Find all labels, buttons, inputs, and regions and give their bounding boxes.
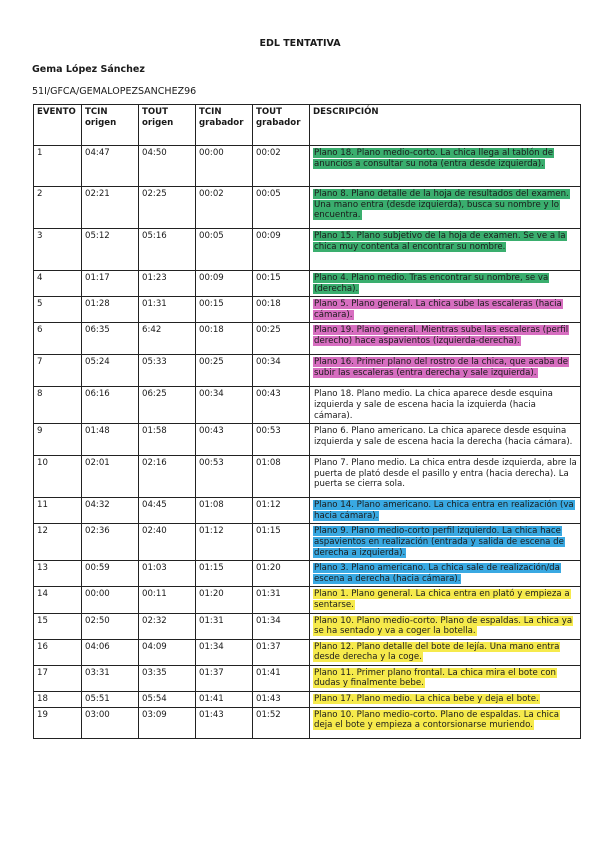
table-row — [34, 323, 581, 355]
evento-cell: 19 — [34, 707, 82, 738]
descripcion-cell — [310, 587, 581, 613]
tout-grabador-cell: 01:43 — [253, 692, 310, 708]
descripcion-text: Plano 10. Plano medio-corto. Plano de espaldas. La chica ya se ha sentado y va a coger la botella. — [314, 615, 573, 637]
header-tout-origen: TOUT origen — [139, 105, 196, 146]
document-title: EDL TENTATIVA — [259, 38, 341, 49]
tout-origen-cell: 06:25 — [139, 387, 196, 424]
tout-origen-cell: 03:09 — [139, 707, 196, 738]
tout-grabador-cell: 01:08 — [253, 456, 310, 498]
tcin-origen-cell: 06:35 — [82, 323, 139, 355]
tcin-origen-cell: 02:50 — [82, 613, 139, 639]
header-tcin-origen: TCIN origen — [82, 105, 139, 146]
tout-origen-cell: 01:23 — [139, 271, 196, 297]
tcin-grabador-cell: 01:12 — [196, 524, 253, 561]
descripcion-cell — [310, 613, 581, 639]
table-row — [34, 613, 581, 639]
descripcion-text: Plano 17. Plano medio. La chica bebe y deja el bote. — [314, 694, 539, 705]
descripcion-cell — [310, 692, 581, 708]
descripcion-cell — [310, 271, 581, 297]
descripcion-text: Plano 6. Plano americano. La chica aparece desde esquina izquierda y sale de escena hacia la derecha (hacia cámara). — [314, 426, 573, 447]
evento-cell: 1 — [34, 146, 82, 187]
tout-origen-cell: 05:16 — [139, 229, 196, 271]
evento-cell: 3 — [34, 229, 82, 271]
tout-origen-cell: 04:50 — [139, 146, 196, 187]
tcin-grabador-cell: 01:37 — [196, 665, 253, 691]
tcin-origen-cell: 05:51 — [82, 692, 139, 708]
tout-grabador-cell: 01:15 — [253, 524, 310, 561]
tcin-origen-cell: 01:28 — [82, 297, 139, 323]
table-row — [34, 587, 581, 613]
tcin-grabador-cell: 00:15 — [196, 297, 253, 323]
tout-grabador-cell: 01:12 — [253, 498, 310, 524]
descripcion-text: Plano 11. Primer plano frontal. La chica mira el bote con dudas y finalmente bebe. — [314, 667, 556, 689]
tout-origen-cell: 05:33 — [139, 355, 196, 387]
descripcion-cell — [310, 297, 581, 323]
tcin-origen-cell: 01:17 — [82, 271, 139, 297]
evento-cell: 15 — [34, 613, 82, 639]
header-evento: EVENTO — [34, 105, 82, 146]
table-row — [34, 424, 581, 456]
descripcion-text: Plano 12. Plano detalle del bote de lejía. Una mano entra desde derecha y la coge. — [314, 641, 560, 663]
tcin-grabador-cell: 01:08 — [196, 498, 253, 524]
tout-origen-cell: 00:11 — [139, 587, 196, 613]
tout-origen-cell: 04:45 — [139, 498, 196, 524]
table-row — [34, 297, 581, 323]
table-row — [34, 355, 581, 387]
tout-origen-cell: 02:16 — [139, 456, 196, 498]
tcin-origen-cell: 02:21 — [82, 187, 139, 229]
tcin-origen-cell: 00:00 — [82, 587, 139, 613]
descripcion-cell — [310, 424, 581, 456]
table-row — [34, 692, 581, 708]
tcin-origen-cell: 00:59 — [82, 561, 139, 587]
tout-grabador-cell: 00:09 — [253, 229, 310, 271]
evento-cell: 14 — [34, 587, 82, 613]
tcin-grabador-cell: 00:53 — [196, 456, 253, 498]
table-row — [34, 707, 581, 738]
evento-cell: 18 — [34, 692, 82, 708]
tout-origen-cell: 6:42 — [139, 323, 196, 355]
tcin-origen-cell: 03:31 — [82, 665, 139, 691]
tcin-grabador-cell: 00:02 — [196, 187, 253, 229]
tcin-grabador-cell: 01:41 — [196, 692, 253, 708]
tcin-origen-cell: 02:36 — [82, 524, 139, 561]
descripcion-text: Plano 14. Plano americano. La chica entra en realización (va hacia cámara). — [314, 500, 574, 521]
tout-grabador-cell: 01:34 — [253, 613, 310, 639]
table-row — [34, 229, 581, 271]
descripcion-cell — [310, 639, 581, 665]
tcin-origen-cell: 05:12 — [82, 229, 139, 271]
evento-cell: 10 — [34, 456, 82, 498]
evento-cell: 5 — [34, 297, 82, 323]
tout-grabador-cell: 01:41 — [253, 665, 310, 691]
descripcion-text: Plano 10. Plano medio-corto. Plano de espaldas. La chica deja el bote y empieza a contorsionarse muriendo. — [314, 709, 560, 731]
tout-origen-cell: 01:03 — [139, 561, 196, 587]
evento-cell: 17 — [34, 665, 82, 691]
descripcion-text: Plano 4. Plano medio. Tras encontrar su nombre, se va (derecha). — [314, 273, 549, 294]
tcin-origen-cell: 04:47 — [82, 146, 139, 187]
descripcion-cell — [310, 498, 581, 524]
tcin-grabador-cell: 00:25 — [196, 355, 253, 387]
tout-grabador-cell: 00:02 — [253, 146, 310, 187]
evento-cell: 4 — [34, 271, 82, 297]
descripcion-text: Plano 1. Plano general. La chica entra en plató y empieza a sentarse. — [314, 589, 570, 610]
tcin-origen-cell: 02:01 — [82, 456, 139, 498]
table-row — [34, 271, 581, 297]
descripcion-text: Plano 7. Plano medio. La chica entra desde izquierda, abre la puerta de plató desde el pasillo y entra (hacia derecha). La puerta se cierra sola. — [314, 458, 577, 490]
tcin-grabador-cell: 01:43 — [196, 707, 253, 738]
table-row — [34, 524, 581, 561]
tcin-origen-cell: 03:00 — [82, 707, 139, 738]
table-row — [34, 387, 581, 424]
table-row — [34, 665, 581, 691]
tout-origen-cell: 05:54 — [139, 692, 196, 708]
descripcion-cell — [310, 387, 581, 424]
evento-cell: 6 — [34, 323, 82, 355]
tout-grabador-cell: 01:37 — [253, 639, 310, 665]
tout-grabador-cell: 00:25 — [253, 323, 310, 355]
descripcion-text: Plano 8. Plano detalle de la hoja de resultados del examen. Una mano entra (desde izquierda), busca su nombre y lo encuentra. — [314, 189, 569, 221]
evento-cell: 16 — [34, 639, 82, 665]
tout-origen-cell: 02:40 — [139, 524, 196, 561]
tout-grabador-cell: 01:52 — [253, 707, 310, 738]
descripcion-cell — [310, 665, 581, 691]
tcin-grabador-cell: 00:00 — [196, 146, 253, 187]
tcin-origen-cell: 04:32 — [82, 498, 139, 524]
descripcion-cell — [310, 524, 581, 561]
tcin-grabador-cell: 01:20 — [196, 587, 253, 613]
tout-grabador-cell: 00:18 — [253, 297, 310, 323]
header-row — [34, 105, 581, 146]
descripcion-text: Plano 5. Plano general. La chica sube las escaleras (hacia cámara). — [314, 299, 562, 320]
tcin-origen-cell: 05:24 — [82, 355, 139, 387]
tcin-origen-cell: 06:16 — [82, 387, 139, 424]
tout-grabador-cell: 01:20 — [253, 561, 310, 587]
evento-cell: 2 — [34, 187, 82, 229]
student-code: 51I/GFCA/GEMALOPEZSANCHEZ96 — [32, 86, 197, 97]
evento-cell: 13 — [34, 561, 82, 587]
descripcion-text: Plano 15. Plano subjetivo de la hoja de examen. Se ve a la chica muy contenta al encontrar su nombre. — [314, 231, 566, 252]
descripcion-text: Plano 19. Plano general. Mientras sube las escaleras (perfil derecho) hace aspavientos (izquierda-derecha). — [314, 325, 569, 346]
tcin-origen-cell: 04:06 — [82, 639, 139, 665]
tcin-grabador-cell: 00:34 — [196, 387, 253, 424]
tcin-origen-cell: 01:48 — [82, 424, 139, 456]
descripcion-text: Plano 18. Plano medio-corto. La chica llega al tablón de anuncios a consultar su nota (entra desde izquierda). — [314, 148, 554, 169]
descripcion-text: Plano 3. Plano americano. La chica sale de realización/da escena a derecha (hacia cámara). — [314, 563, 560, 584]
table-row — [34, 639, 581, 665]
tout-grabador-cell: 00:43 — [253, 387, 310, 424]
tout-grabador-cell: 00:15 — [253, 271, 310, 297]
descripcion-cell — [310, 707, 581, 738]
tout-origen-cell: 01:31 — [139, 297, 196, 323]
descripcion-text: Plano 9. Plano medio-corto perfil izquierdo. La chica hace aspavientos en realización (entrada y salida de escena de derecha a izquierda). — [314, 526, 564, 558]
evento-cell: 12 — [34, 524, 82, 561]
header-tcin-grabador: TCIN grabador — [196, 105, 253, 146]
table-row — [34, 187, 581, 229]
table-row — [34, 561, 581, 587]
evento-cell: 7 — [34, 355, 82, 387]
descripcion-cell — [310, 323, 581, 355]
tout-origen-cell: 02:25 — [139, 187, 196, 229]
tout-origen-cell: 04:09 — [139, 639, 196, 665]
table-row — [34, 498, 581, 524]
tcin-grabador-cell: 00:09 — [196, 271, 253, 297]
descripcion-cell — [310, 456, 581, 498]
evento-cell: 11 — [34, 498, 82, 524]
tcin-grabador-cell: 00:18 — [196, 323, 253, 355]
tout-grabador-cell: 01:31 — [253, 587, 310, 613]
tout-origen-cell: 03:35 — [139, 665, 196, 691]
tcin-grabador-cell: 01:31 — [196, 613, 253, 639]
author-name: Gema López Sánchez — [32, 64, 145, 75]
tout-grabador-cell: 00:53 — [253, 424, 310, 456]
tcin-grabador-cell: 01:34 — [196, 639, 253, 665]
evento-cell: 8 — [34, 387, 82, 424]
evento-cell: 9 — [34, 424, 82, 456]
descripcion-cell — [310, 355, 581, 387]
descripcion-cell — [310, 187, 581, 229]
table-row — [34, 146, 581, 187]
table-row — [34, 456, 581, 498]
descripcion-text: Plano 16. Primer plano del rostro de la chica, que acaba de subir las escaleras (entra derecha y sale izquierda). — [314, 357, 568, 378]
header-tout-grabador: TOUT grabador — [253, 105, 310, 146]
descripcion-cell — [310, 229, 581, 271]
descripcion-cell — [310, 561, 581, 587]
edl-table-body — [34, 146, 581, 739]
edl-table — [33, 104, 581, 739]
header-descripcion: DESCRIPCIÓN — [310, 105, 581, 146]
tcin-grabador-cell: 00:43 — [196, 424, 253, 456]
tout-grabador-cell: 00:34 — [253, 355, 310, 387]
tcin-grabador-cell: 00:05 — [196, 229, 253, 271]
descripcion-cell — [310, 146, 581, 187]
tcin-grabador-cell: 01:15 — [196, 561, 253, 587]
descripcion-text: Plano 18. Plano medio. La chica aparece desde esquina izquierda y sale de escena hacia la izquierda (hacia cámara). — [314, 389, 553, 421]
tout-grabador-cell: 00:05 — [253, 187, 310, 229]
tout-origen-cell: 02:32 — [139, 613, 196, 639]
tout-origen-cell: 01:58 — [139, 424, 196, 456]
